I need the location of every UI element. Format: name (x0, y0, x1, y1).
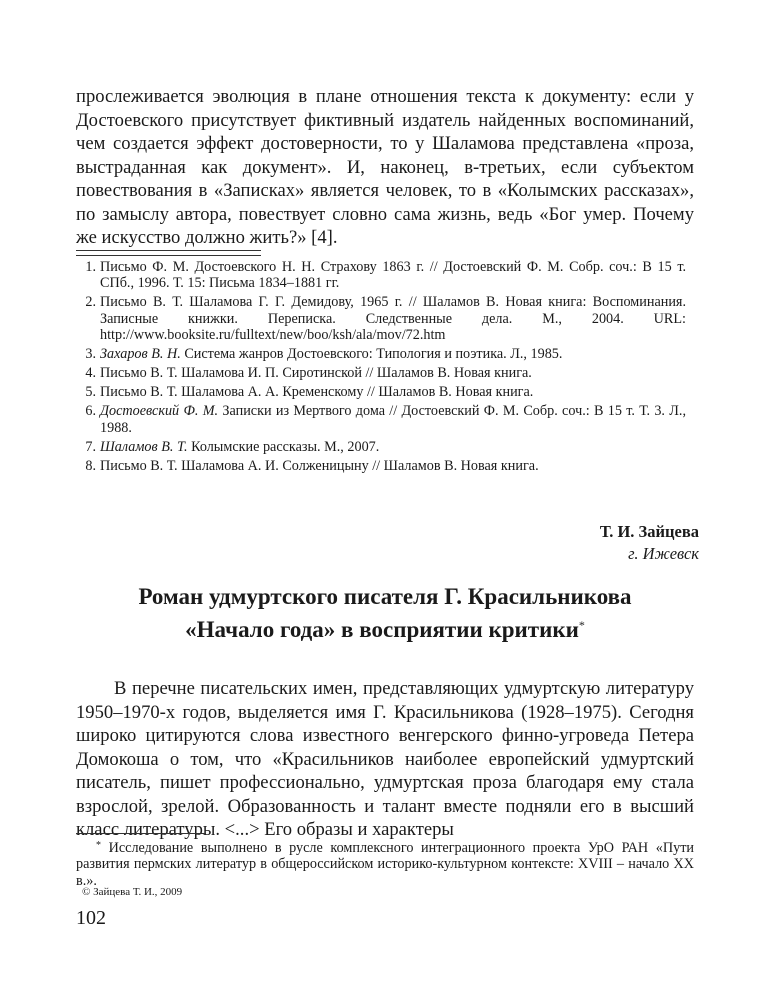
note-body: Письмо В. Т. Шаламова И. П. Сиротинской // Шаламов В. Новая книга. (100, 365, 532, 382)
article-author-block (600, 521, 699, 565)
note-text (100, 403, 686, 436)
body-paragraph-text: В перечне писательских имен, представляющих удмуртскую литературу 1950–1970-х годов, выделяется имя Г. Красильникова (1928–1975). Сегодня широко цитируются слова известного венгерского финно-угроведа Петера Домокоша о том, что «Красильников наиболее европейский удмуртский писатель, пишет профессионально, удмуртская проза благодаря ему стала взрослой, зрелой. Образованность и талант вместе подняли его в высший класс литературы. <...> Его образы и характеры (76, 678, 694, 840)
note-number: 2. (85, 294, 96, 311)
footnote-divider (76, 833, 206, 834)
page-number: 102 (76, 907, 106, 929)
note-number: 7. (85, 438, 96, 455)
note-body: Письмо В. Т. Шаламова А. А. Кременскому // Шаламов В. Новая книга. (100, 384, 534, 401)
note-body: Письмо В. Т. Шаламова Г. Г. Демидову, 1965 г. // Шаламов В. Новая книга: Воспоминания. Записные книжки. Переписка. Следственные дела. М., 2004. URL: http://www.booksite.ru/fulltext/new/boo/ksh/ala/mov/72.htm (100, 294, 686, 344)
note-item (76, 439, 686, 455)
copyright-line: © Зайцева Т. И., 2009 (82, 886, 183, 898)
note-number: 1. (85, 259, 96, 275)
note-text (100, 458, 686, 474)
note-item (76, 365, 686, 381)
title-footnote-mark: * (578, 618, 585, 632)
note-number: 8. (85, 457, 96, 474)
note-body: Система жанров Достоевского: Типология и поэтика. Л., 1985. (180, 346, 563, 363)
note-item (76, 403, 686, 436)
intro-paragraph-text: прослеживается эволюция в плане отношения текста к документу: если у Достоевского присутствует фиктивный издатель найденных воспоминаний, чем создается эффект достоверности, то у Шаламова представлена «проза, выстраданная как документ». И, наконец, в-третьих, если субъектом повествования в «Записках» является человек, то в «Колымских рассказах», по замыслу автора, повествует словно сама жизнь, ведь «Бог умер. Почему же искусство должно жить?» [4]. (76, 86, 694, 248)
note-number: 4. (85, 365, 96, 382)
note-body: Записки из Мертвого дома // Достоевский Ф. М. Собр. соч.: В 15 т. Т. 3. Л., 1988. (100, 403, 687, 436)
notes-divider (76, 250, 261, 256)
footnote-mark: * (96, 840, 101, 851)
note-number: 6. (85, 403, 96, 420)
note-text (100, 294, 686, 343)
note-item (76, 259, 686, 292)
title-line-1: Роман удмуртского писателя Г. Красильникова (138, 584, 632, 609)
note-number: 3. (85, 346, 96, 363)
article-title (76, 583, 694, 644)
note-item (76, 458, 686, 474)
note-text (100, 439, 686, 455)
note-text (100, 384, 686, 400)
note-author: Захаров В. Н. (100, 346, 181, 363)
note-item (76, 384, 686, 400)
footnote-text: Исследование выполнено в русле комплексного интеграционного проекта УрО РАН «Пути развития пермских литератур в общероссийском историко-культурном контексте: XVIII – начало XX в.». (76, 840, 694, 889)
note-text (100, 365, 686, 381)
footnote (76, 838, 694, 889)
note-item (76, 294, 686, 343)
title-line-2: «Начало года» в восприятии критики (185, 617, 579, 642)
note-text (100, 346, 686, 362)
note-body: Письмо В. Т. Шаламова А. И. Солженицыну // Шаламов В. Новая книга. (100, 457, 539, 474)
note-body: Колымские рассказы. М., 2007. (187, 438, 380, 455)
intro-paragraph (76, 85, 694, 250)
note-author: Достоевский Ф. М. (100, 403, 219, 420)
note-item (76, 346, 686, 362)
notes-list (76, 259, 686, 477)
body-paragraph (76, 677, 694, 842)
note-body: Письмо Ф. М. Достоевского Н. Н. Страхову 1863 г. // Достоевский Ф. М. Собр. соч.: В 15 т. СПб., 1996. Т. 15: Письма 1834–1881 гг. (100, 259, 686, 292)
note-author: Шаламов В. Т. (100, 438, 188, 455)
note-text (100, 259, 686, 292)
note-number: 5. (85, 384, 96, 401)
author-city: г. Ижевск (628, 544, 699, 563)
author-name: Т. И. Зайцева (599, 522, 699, 541)
